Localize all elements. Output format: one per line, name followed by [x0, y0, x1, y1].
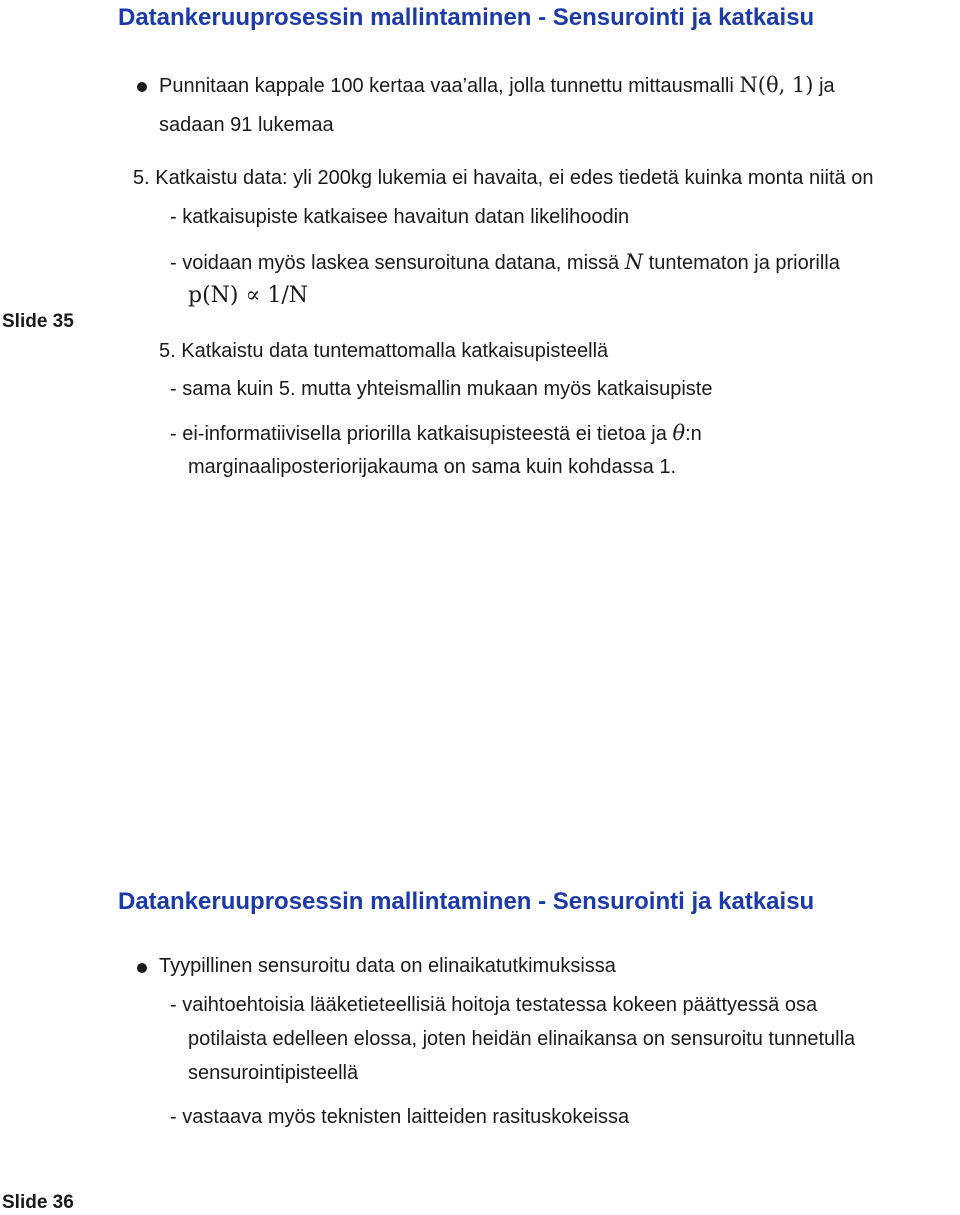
item-5a-sub-1: - katkaisupiste katkaisee havaitun datan likelihoodin	[170, 206, 630, 228]
slide-36-sub-1-line-2: potilaista edelleen elossa, joten heidän elinaikansa on sensuroitu tunnetulla	[188, 1028, 856, 1050]
item-5b-sub-1: - sama kuin 5. mutta yhteismallin mukaan myös katkaisupiste	[170, 378, 713, 400]
measurement-model-formula: N(θ, 1)	[739, 73, 814, 97]
bullet-icon	[137, 963, 147, 973]
item-5b-sub-2	[170, 421, 702, 446]
bullet-1-text: Punnitaan kappale 100 kertaa vaa’alla, jolla tunnettu mittausmalli	[159, 75, 734, 97]
slide-35-label: Slide 35	[2, 311, 74, 332]
item-5a-sub-2	[170, 250, 840, 275]
bullet-icon	[137, 82, 147, 92]
slide-35-bullet-1-line-1	[159, 73, 835, 98]
bullet-1-text-end: ja	[819, 75, 835, 97]
slide-36-sub-1-line-3: sensurointipisteellä	[188, 1062, 359, 1084]
slide-35-title: Datankeruuprosessin mallintaminen - Sensurointi ja katkaisu	[118, 4, 815, 31]
item-5b-sub-2-text-end: :n	[685, 423, 702, 445]
slide-35-bullet-1-line-2: sadaan 91 lukemaa	[159, 114, 334, 136]
item-5b-heading: 5. Katkaistu data tuntemattomalla katkaisupisteellä	[159, 340, 609, 362]
variable-n: N	[624, 250, 644, 274]
variable-theta: θ	[672, 421, 686, 445]
item-5b-sub-2-continuation: marginaaliposteriorijakauma on sama kuin kohdassa 1.	[188, 456, 677, 478]
item-5a-heading: 5. Katkaistu data: yli 200kg lukemia ei havaita, ei edes tiedetä kuinka monta niitä on	[133, 167, 874, 189]
item-5a-sub-2-text: - voidaan myös laskea sensuroituna datana, missä	[170, 252, 620, 274]
slide-36-title: Datankeruuprosessin mallintaminen - Sensurointi ja katkaisu	[118, 888, 815, 915]
slide-36-sub-2: - vastaava myös teknisten laitteiden rasituskokeissa	[170, 1106, 630, 1128]
item-5b-sub-2-text: - ei-informatiivisella priorilla katkaisupisteestä ei tietoa ja	[170, 423, 667, 445]
item-5a-sub-2-text-end: tuntematon ja priorilla	[648, 252, 840, 274]
prior-formula: p(N) ∝ 1/N	[188, 283, 309, 308]
slide-36-label: Slide 36	[2, 1192, 74, 1213]
slide-36-bullet-1: Tyypillinen sensuroitu data on elinaikatutkimuksissa	[159, 955, 616, 977]
slide-36-sub-1-line-1: - vaihtoehtoisia lääketieteellisiä hoitoja testatessa kokeen päättyessä osa	[170, 994, 818, 1016]
